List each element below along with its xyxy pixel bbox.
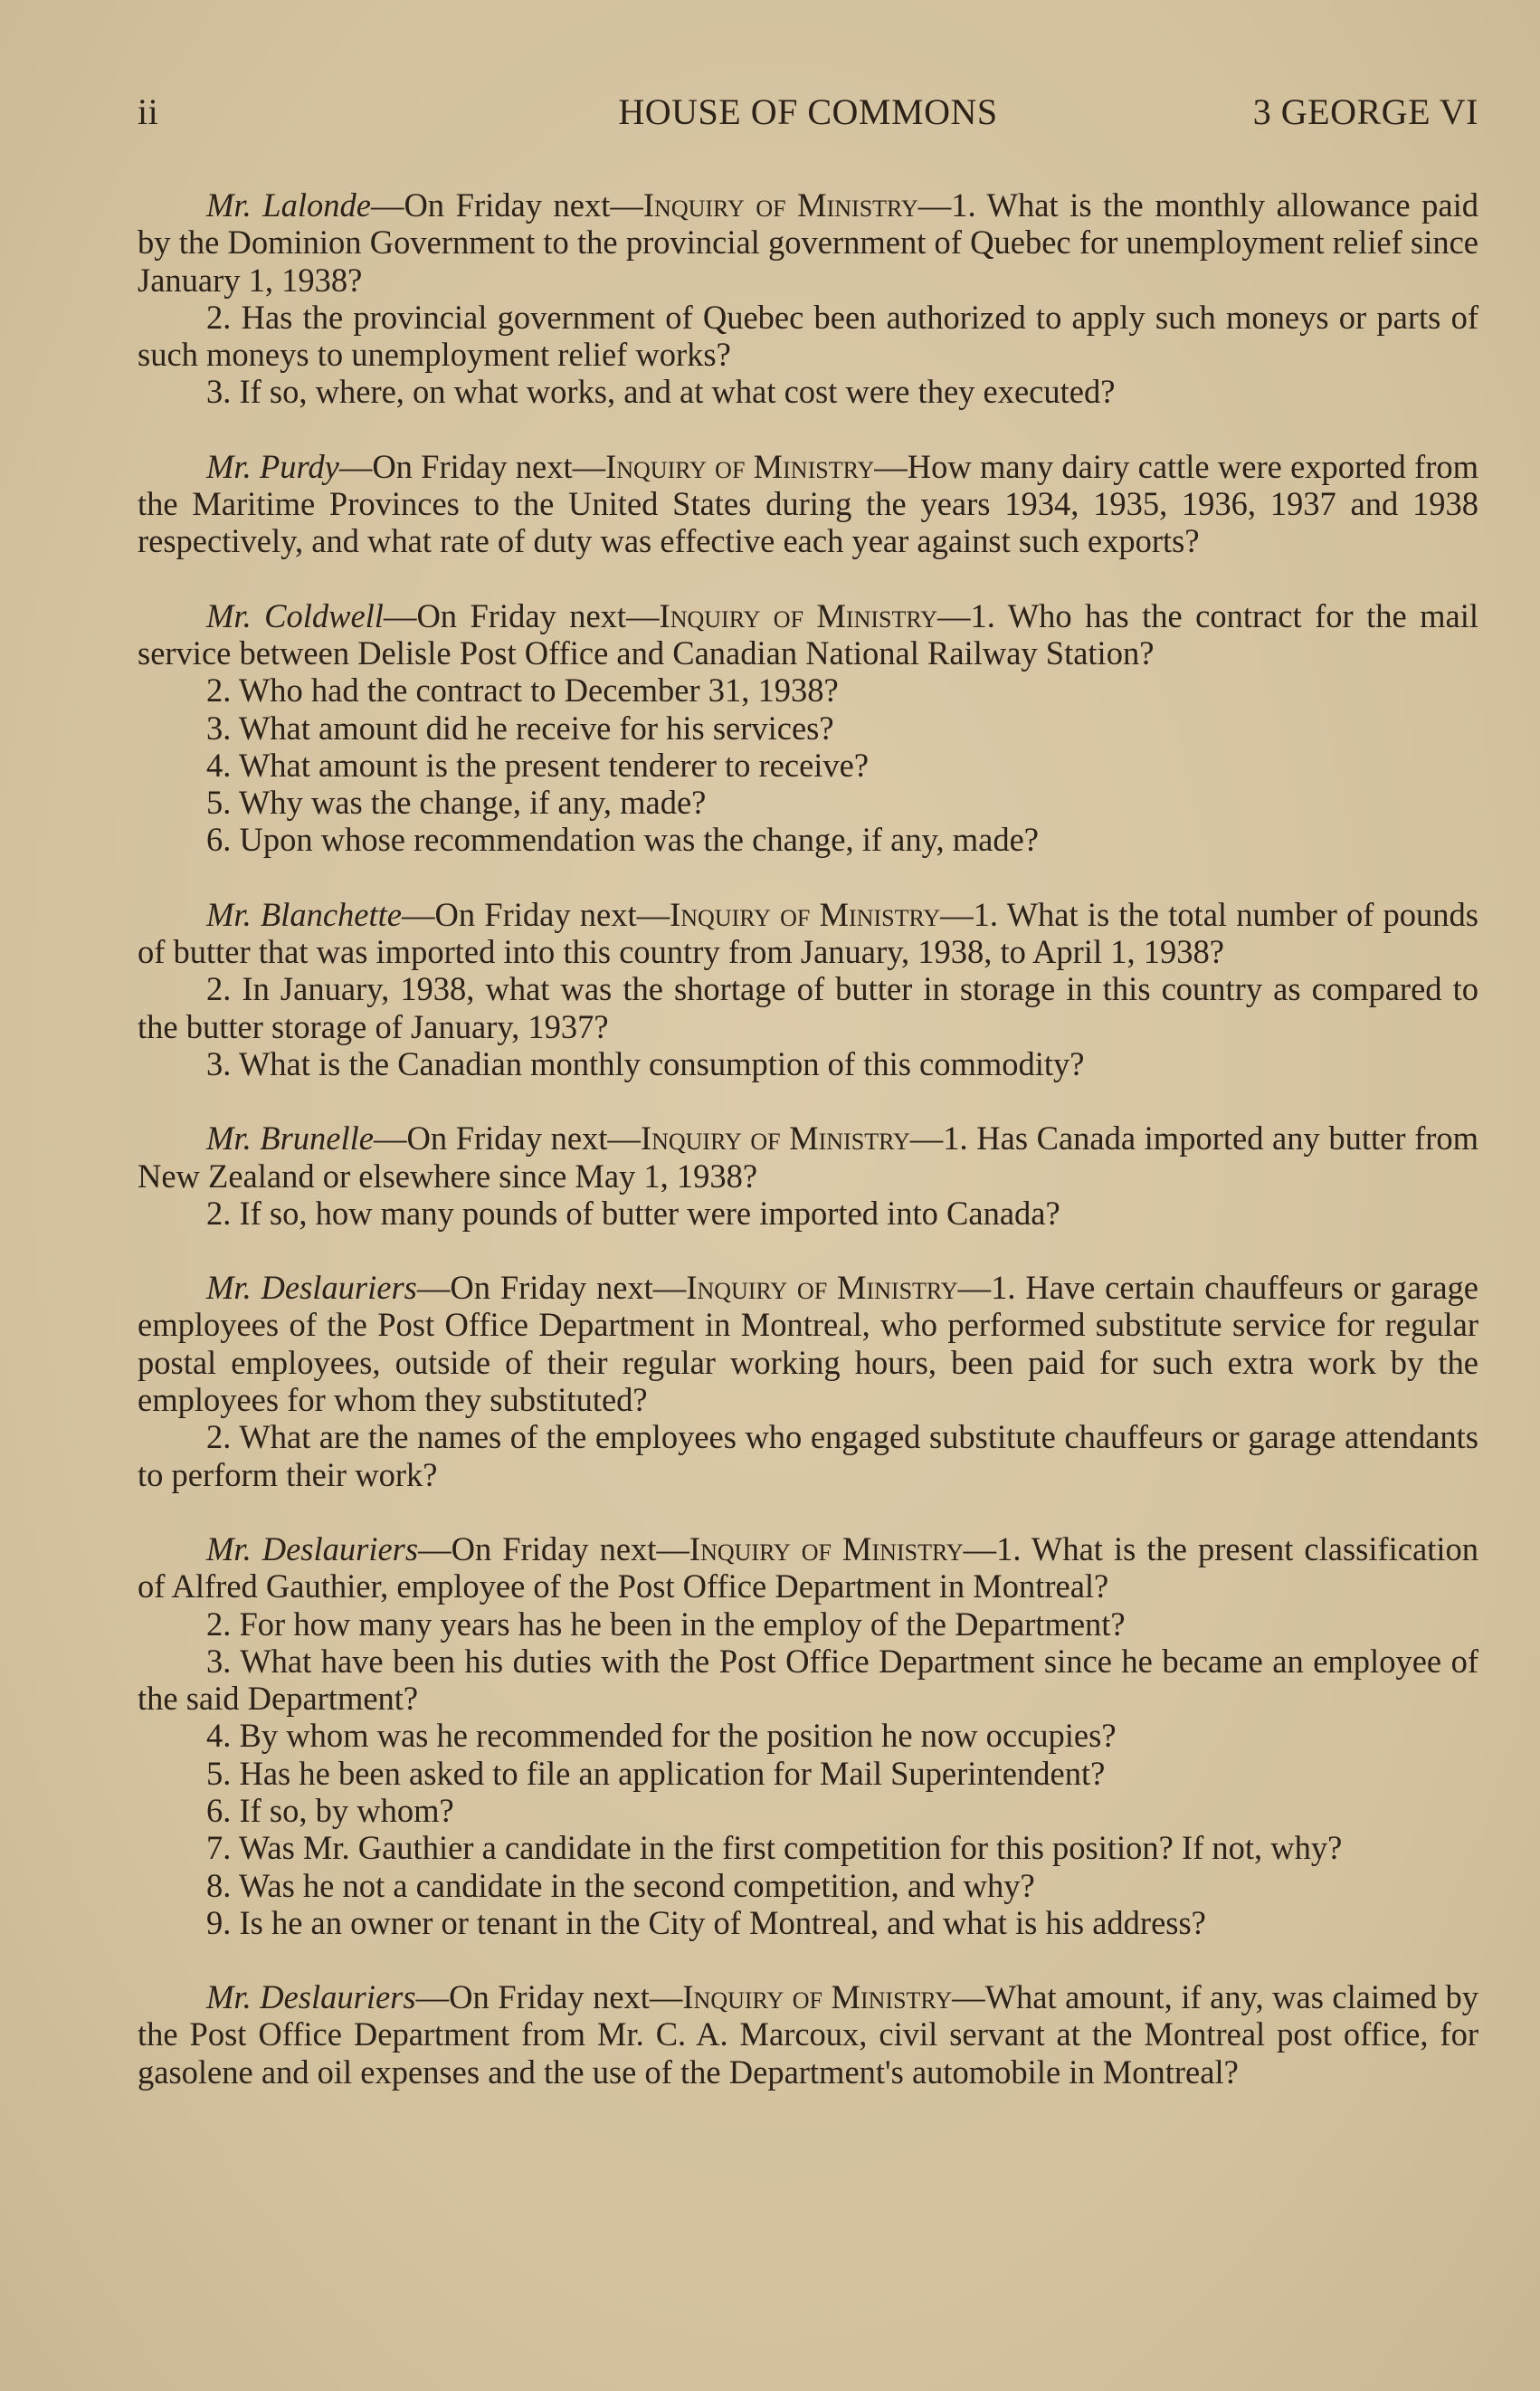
question-lead xyxy=(138,597,1478,672)
question-item: 3. What is the Canadian monthly consumption of this commodity? xyxy=(206,1044,1085,1082)
question-text: —1. What is the total number of pounds of butter that was imported into this country from January, 1938, to April 1, 1938? xyxy=(138,895,1478,971)
question-text: —How many dairy cattle were exported from the Maritime Provinces to the United States during the years 1934, 1935, 1936, 1937 and 1938 respectively, and what rate of duty was effective each year against such exports? xyxy=(138,447,1478,560)
question-item: 3. If so, where, on what works, and at what cost were they executed? xyxy=(206,373,1116,411)
notice-connector: —On Friday next— xyxy=(383,596,660,634)
question-item: 2. What are the names of the employees who engaged substitute chauffeurs or garage attendants to perform their work? xyxy=(138,1418,1478,1493)
question-item: 6. If so, by whom? xyxy=(206,1791,454,1829)
journal-title: HOUSE OF COMMONS xyxy=(618,91,998,132)
inquiry-heading: Inquiry of Ministry xyxy=(642,186,918,224)
question-item: 6. Upon whose recommendation was the change, if any, made? xyxy=(206,821,1039,859)
question-notice xyxy=(138,597,1478,859)
question-lead xyxy=(138,1119,1478,1195)
question-text: —1. Have certain chauffeurs or garage employees of the Post Office Department in Montreal, who performed substitute service for regular postal employees, outside of their regular working hours, been paid for such extra work by the employees for whom they substituted? xyxy=(138,1269,1478,1419)
inquiry-heading: Inquiry of Ministry xyxy=(686,1269,958,1307)
inquiry-heading: Inquiry of Ministry xyxy=(682,1978,953,2016)
member-name: Mr. Brunelle xyxy=(206,1119,374,1157)
member-name: Mr. Blanchette xyxy=(206,895,402,933)
page-number: ii xyxy=(138,91,159,132)
inquiry-heading: Inquiry of Ministry xyxy=(640,1119,910,1157)
question-notice xyxy=(138,1269,1478,1493)
member-name: Mr. Deslauriers xyxy=(206,1978,416,2016)
member-name: Mr. Deslauriers xyxy=(206,1529,419,1567)
member-name: Mr. Coldwell xyxy=(206,596,384,634)
member-name: Mr. Purdy xyxy=(206,447,339,485)
question-lead xyxy=(138,896,1478,971)
question-lead xyxy=(138,1530,1478,1605)
question-notice xyxy=(138,1530,1478,1941)
notice-connector: —On Friday next— xyxy=(338,447,606,485)
question-item: 3. What have been his duties with the Post Office Department since he became an employee of the said Department? xyxy=(138,1642,1478,1718)
question-lead xyxy=(138,1269,1478,1418)
question-item: 9. Is he an owner or tenant in the City of Montreal, and what is his address? xyxy=(206,1903,1206,1941)
inquiry-heading: Inquiry of Ministry xyxy=(605,447,875,485)
question-notice xyxy=(138,896,1478,1082)
question-item: 4. By whom was he recommended for the position he now occupies? xyxy=(206,1717,1117,1755)
question-item: 5. Why was the change, if any, made? xyxy=(206,784,707,822)
question-lead xyxy=(138,1978,1478,2091)
question-item: 3. What amount did he receive for his services? xyxy=(206,709,834,747)
notice-connector: —On Friday next— xyxy=(370,186,643,224)
member-name: Mr. Deslauriers xyxy=(206,1269,417,1307)
question-text: —1. What is the present classification of Alfred Gauthier, employee of the Post Office Department in Montreal? xyxy=(138,1529,1478,1605)
notice-connector: —On Friday next— xyxy=(418,1529,689,1567)
question-lead xyxy=(138,186,1478,299)
question-item: 2. If so, how many pounds of butter were imported into Canada? xyxy=(206,1194,1060,1232)
question-text: —What amount, if any, was claimed by the Post Office Department from Mr. C. A. Marcoux, civil servant at the Montreal post office, for gasolene and oil expenses and the use of the Department's automobile in Montreal? xyxy=(138,1978,1478,2091)
question-lead xyxy=(138,448,1478,560)
inquiry-heading: Inquiry of Ministry xyxy=(659,596,938,634)
question-item: 2. For how many years has he been in the employ of the Department? xyxy=(206,1605,1126,1643)
question-notice xyxy=(138,186,1478,411)
member-name: Mr. Lalonde xyxy=(206,186,371,224)
inquiry-heading: Inquiry of Ministry xyxy=(670,895,941,933)
question-item: 8. Was he not a candidate in the second competition, and why? xyxy=(206,1866,1035,1904)
question-notice xyxy=(138,1119,1478,1232)
question-text: —1. Who has the contract for the mail service between Delisle Post Office and Canadian National Railway Station? xyxy=(138,596,1479,672)
question-notice xyxy=(138,448,1478,560)
notice-connector: —On Friday next— xyxy=(373,1119,641,1157)
question-item: 4. What amount is the present tenderer to receive? xyxy=(206,746,870,784)
running-header xyxy=(138,90,1478,141)
question-item: 2. Who had the contract to December 31, 1938? xyxy=(206,672,839,710)
question-item: 2. Has the provincial government of Quebec been authorized to apply such moneys or parts of such moneys to unemployment relief works? xyxy=(138,298,1478,374)
question-notice xyxy=(138,1978,1478,2091)
regnal-year: 3 GEORGE VI xyxy=(1252,91,1478,132)
notice-connector: —On Friday next— xyxy=(415,1978,683,2016)
question-text: —1. Has Canada imported any butter from New Zealand or elsewhere since May 1, 1938? xyxy=(138,1119,1479,1195)
question-item: 2. In January, 1938, what was the shortage of butter in storage in this country as compared to the butter storage of January, 1937? xyxy=(138,970,1478,1045)
question-text: —1. What is the monthly allowance paid by the Dominion Government to the provincial government of Quebec for unemployment relief since January 1, 1938? xyxy=(138,186,1478,299)
question-item: 5. Has he been asked to file an application for Mail Superintendent? xyxy=(206,1754,1106,1792)
question-item: 7. Was Mr. Gauthier a candidate in the first competition for this position? If not, why? xyxy=(206,1829,1343,1867)
inquiry-heading: Inquiry of Ministry xyxy=(689,1529,964,1567)
notice-list xyxy=(138,186,1478,2128)
notice-connector: —On Friday next— xyxy=(401,895,670,933)
notice-connector: —On Friday next— xyxy=(416,1269,687,1307)
